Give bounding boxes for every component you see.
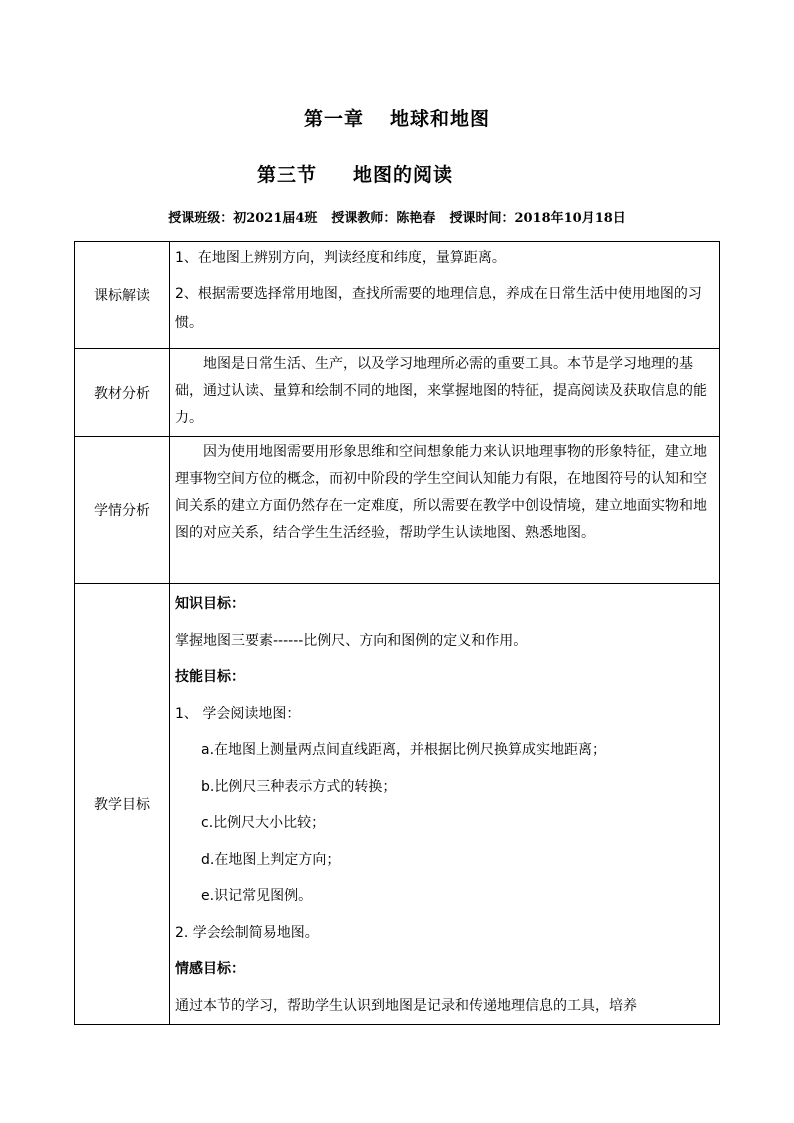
lesson-plan-table bbox=[74, 241, 720, 1025]
students-content bbox=[170, 437, 720, 584]
table-row bbox=[75, 437, 720, 584]
textbook-content bbox=[170, 349, 720, 437]
section-heading bbox=[257, 160, 453, 187]
chapter-title: 地球和地图 bbox=[390, 108, 491, 130]
chapter-number: 第一章 bbox=[303, 108, 364, 130]
skill-subitem: d.在地图上判定方向； bbox=[201, 851, 341, 868]
standards-line: 1、在地图上辨别方向，判读经度和纬度，量算距离。 bbox=[175, 250, 506, 266]
students-text: 因为使用地图需要用形象思维和空间想象能力来认识地理事物的形象特征，建立地理事物空间方位的概念，而初中阶段的学生空间认知能力有限，在地图符号的认知和空间关系的建立方面仍然存在一定难度，所以需要在教学中创设情境，建立地面实物和地图的对应关系，结合学生生活经验，帮助学生认读地图、熟悉地图。 bbox=[175, 444, 707, 541]
knowledge-text: 掌握地图三要素------比例尺、方向和图例的定义和作用。 bbox=[175, 632, 528, 649]
table-row bbox=[75, 349, 720, 437]
skill-subitem: b.比例尺三种表示方式的转换； bbox=[201, 778, 397, 795]
teacher-info: 授课教师：陈艳春 bbox=[331, 211, 436, 226]
table-row bbox=[75, 242, 720, 349]
students-label: 学情分析 bbox=[75, 437, 170, 584]
chapter-heading bbox=[0, 104, 794, 131]
textbook-text: 地图是日常生活、生产，以及学习地理所必需的重要工具。本节是学习地理的基础，通过认读、量算和绘制不同的地图，来掌握地图的特征，提高阅读及获取信息的能力。 bbox=[175, 356, 707, 426]
class-info: 授课班级：初2021届4班 bbox=[168, 211, 318, 226]
skill-item: 2. 学会绘制简易地图。 bbox=[175, 924, 319, 941]
knowledge-title: 知识目标： bbox=[175, 596, 245, 612]
table-row bbox=[75, 584, 720, 1025]
skill-subitem: a.在地图上测量两点间直线距离，并根据比例尺换算成实地距离； bbox=[201, 742, 607, 758]
standards-content bbox=[170, 242, 720, 349]
time-info: 授课时间：2018年10月18日 bbox=[449, 211, 626, 226]
emotion-text: 通过本节的学习，帮助学生认识到地图是记录和传递地理信息的工具，培养 bbox=[175, 997, 637, 1014]
standards-label: 课标解读 bbox=[75, 242, 170, 349]
standards-line: 2、根据需要选择常用地图，查找所需要的地理信息，养成在日常生活中使用地图的习惯。 bbox=[175, 286, 702, 331]
section-title: 地图的阅读 bbox=[353, 164, 454, 186]
skill-subitem: c.比例尺大小比较； bbox=[201, 815, 326, 831]
goals-content bbox=[170, 584, 720, 1025]
skill-subitem: e.识记常见图例。 bbox=[201, 888, 313, 904]
section-number: 第三节 bbox=[257, 164, 318, 186]
class-info-line bbox=[0, 207, 794, 226]
textbook-label: 教材分析 bbox=[75, 349, 170, 437]
skill-item: 1、 学会阅读地图： bbox=[175, 705, 301, 722]
skill-title: 技能目标： bbox=[175, 669, 245, 685]
goals-label: 教学目标 bbox=[75, 584, 170, 1025]
emotion-title: 情感目标： bbox=[175, 961, 245, 977]
